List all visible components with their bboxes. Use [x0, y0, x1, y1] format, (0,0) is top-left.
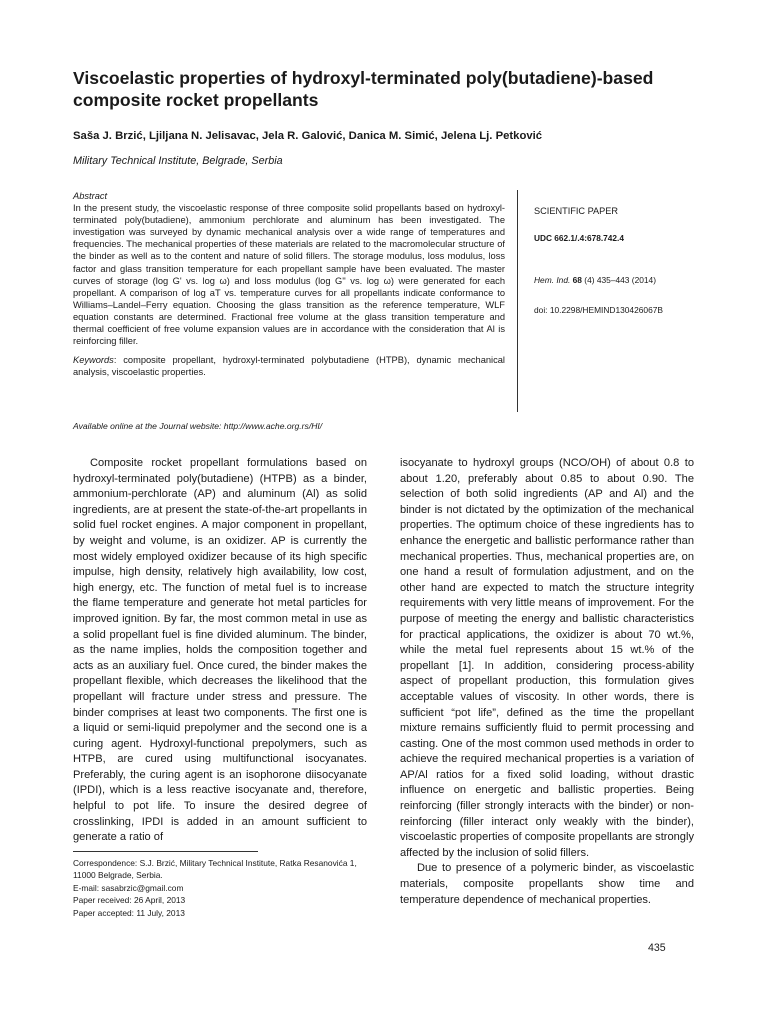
email[interactable]: E-mail: sasabrzic@gmail.com	[73, 882, 184, 893]
sidebar-divider	[517, 190, 518, 412]
online-availability[interactable]: Available online at the Journal website: http://www.ache.org.rs/HI/	[73, 421, 323, 431]
keywords-label: Keywords	[73, 355, 114, 366]
paper-title: Viscoelastic properties of hydroxyl-terminated poly(butadiene)-based composite rocket propellants	[73, 68, 654, 110]
keywords-text: : composite propellant, hydroxyl-terminated polybutadiene (HTPB), dynamic mechanical analysis, viscoelastic properties.	[73, 355, 505, 378]
body-paragraph: isocyanate to hydroxyl groups (NCO/OH) of about 0.8 to about 1.20, preferably about 0.85 to about 0.90. The selection of both solid ingredients (AP and Al) and the binder is not dictated by the optimization of the mechanical properties. The optimum choice of these ingredients has to enhance the energetic and ballistic performance rather than mechanical properties. Thus, mechanical properties are, on one hand a result of formulation adjustment, and on the other hand are expected to match the structure integrity requirements with very little means of improvement. For the purpose of meeting the energy and ballistic characteristics for practical applications, the oxidizer is about 70 wt.%, while the metal fuel represents about 15 wt.% of the propellant [1]. In addition, considering process-ability aspect of propellant production, this formulation gives acceptable values of viscosity. In other words, there is sufficient “pot life”, defined as the time the propellant mixture remains sufficiently fluid to permit processing and casting. One of the most common used methods in order to achieve the required mechanical properties is a variation of AP/Al ratios for a fixed solid loading, without drastic influence on energetic and ballistic properties. Being reinforcing (filler strongly interacts with the binder) or non-reinforcing (filler interact only weakly with the binder), viscoelastic properties of composite propellants are strongly affected by the inclusion of solid fillers.	[400, 457, 694, 859]
abstract-text: In the present study, the viscoelastic response of three composite solid propellants based on hydroxyl-terminated poly(butadiene), ammonium perchlorate and aluminum has been investigated. The investigation was surveyed by dynamic mechanical analysis over a wide range of temperatures and frequencies. The mechanical properties of these materials are related to the macromolecular structure of the binder as well as to the content and nature of solid fillers. The storage modulus, loss modulus, loss factor and glass transition temperature for each propellant sample have been evaluated. The master curves of storage (log G' vs. log ω) and loss modulus (log G'' vs. log ω) were generated for each propellant. A comparison of log aT vs. temperature curves for all propellants indicate conformance to Williams–Landel–Ferry equation. Choosing the glass transition as the reference temperature, WLF equation constants are determined. Fractional free volume at the glass transition temperature and thermal coefficient of free volume expansion values are in accordance with the consideration that Al is reinforcing filler.	[73, 203, 505, 347]
footnote-rule	[73, 851, 258, 852]
udc-code: UDC 662.1/.4:678.742.4	[534, 233, 624, 243]
body-paragraph: Composite rocket propellant formulations based on hydroxyl-terminated poly(butadiene) (HTPB) as a binder, ammonium-perchlorate (AP) and aluminum (Al) as solid ingredients, are at present the state-of-the-art propellants in solid fuel rocket engines. A major component in propellant, by weight and volume, is an oxidizer. AP is currently the most widely employed oxidizer because of its high specific impulse, high density, relatively high availability, low cost, high energy, etc. The function of metal fuel is to increase the flame temperature and generate hot metal particles for improved ignition. By far, the most common metal in use as a solid propellant fuel is fine divided aluminum. The binder, as the name implies, holds the composition together and acts as an auxiliary fuel. Once cured, the binder makes the propellant flexible, which decreases the likelihood that the propellant will fracture under stress and pressure. The binder comprises at least two components. The first one is a liquid or semi-liquid prepolymer and the second one is a curing agent. Hydroxyl-functional prepolymers, such as HTPB, are cured using multifunctional isocyanates. Preferably, the curing agent is an isophorone diisocyanate (IPDI), which is a less reactive isocyanate and, therefore, helpful to pot life. To insure the desired degree of crosslinking, IPDI is added in an amount sufficient to generate a ratio of	[73, 457, 367, 844]
footnotes	[73, 857, 367, 919]
abstract-section	[73, 190, 505, 378]
abstract-heading: Abstract	[73, 191, 108, 201]
page-number: 435	[648, 942, 666, 954]
journal-volume: 68	[572, 275, 582, 285]
affiliation: Military Technical Institute, Belgrade, Serbia	[73, 155, 283, 167]
journal-name: Hem. Ind.	[534, 275, 571, 285]
doi[interactable]: doi: 10.2298/HEMIND130426067B	[534, 305, 663, 315]
body-left-column	[73, 456, 367, 846]
journal-citation	[534, 275, 656, 285]
received-date: Paper received: 26 April, 2013	[73, 895, 186, 906]
body-right-column	[400, 456, 694, 908]
accepted-date: Paper accepted: 11 July, 2013	[73, 907, 185, 918]
paper-type: SCIENTIFIC PAPER	[534, 206, 619, 216]
correspondence: Correspondence: S.J. Brzić, Military Technical Institute, Ratka Resanovića 1, 11000 Belgrade, Serbia.	[73, 858, 357, 881]
body-paragraph: Due to presence of a polymeric binder, as viscoelastic materials, composite propellants show time and temperature dependence of mechanical properties.	[400, 862, 694, 906]
journal-issue-pages: (4) 435–443 (2014)	[581, 275, 656, 285]
keywords	[73, 354, 505, 378]
author-list: Saša J. Brzić, Ljiljana N. Jelisavac, Jela R. Galović, Danica M. Simić, Jelena Lj. Petković	[73, 130, 543, 142]
